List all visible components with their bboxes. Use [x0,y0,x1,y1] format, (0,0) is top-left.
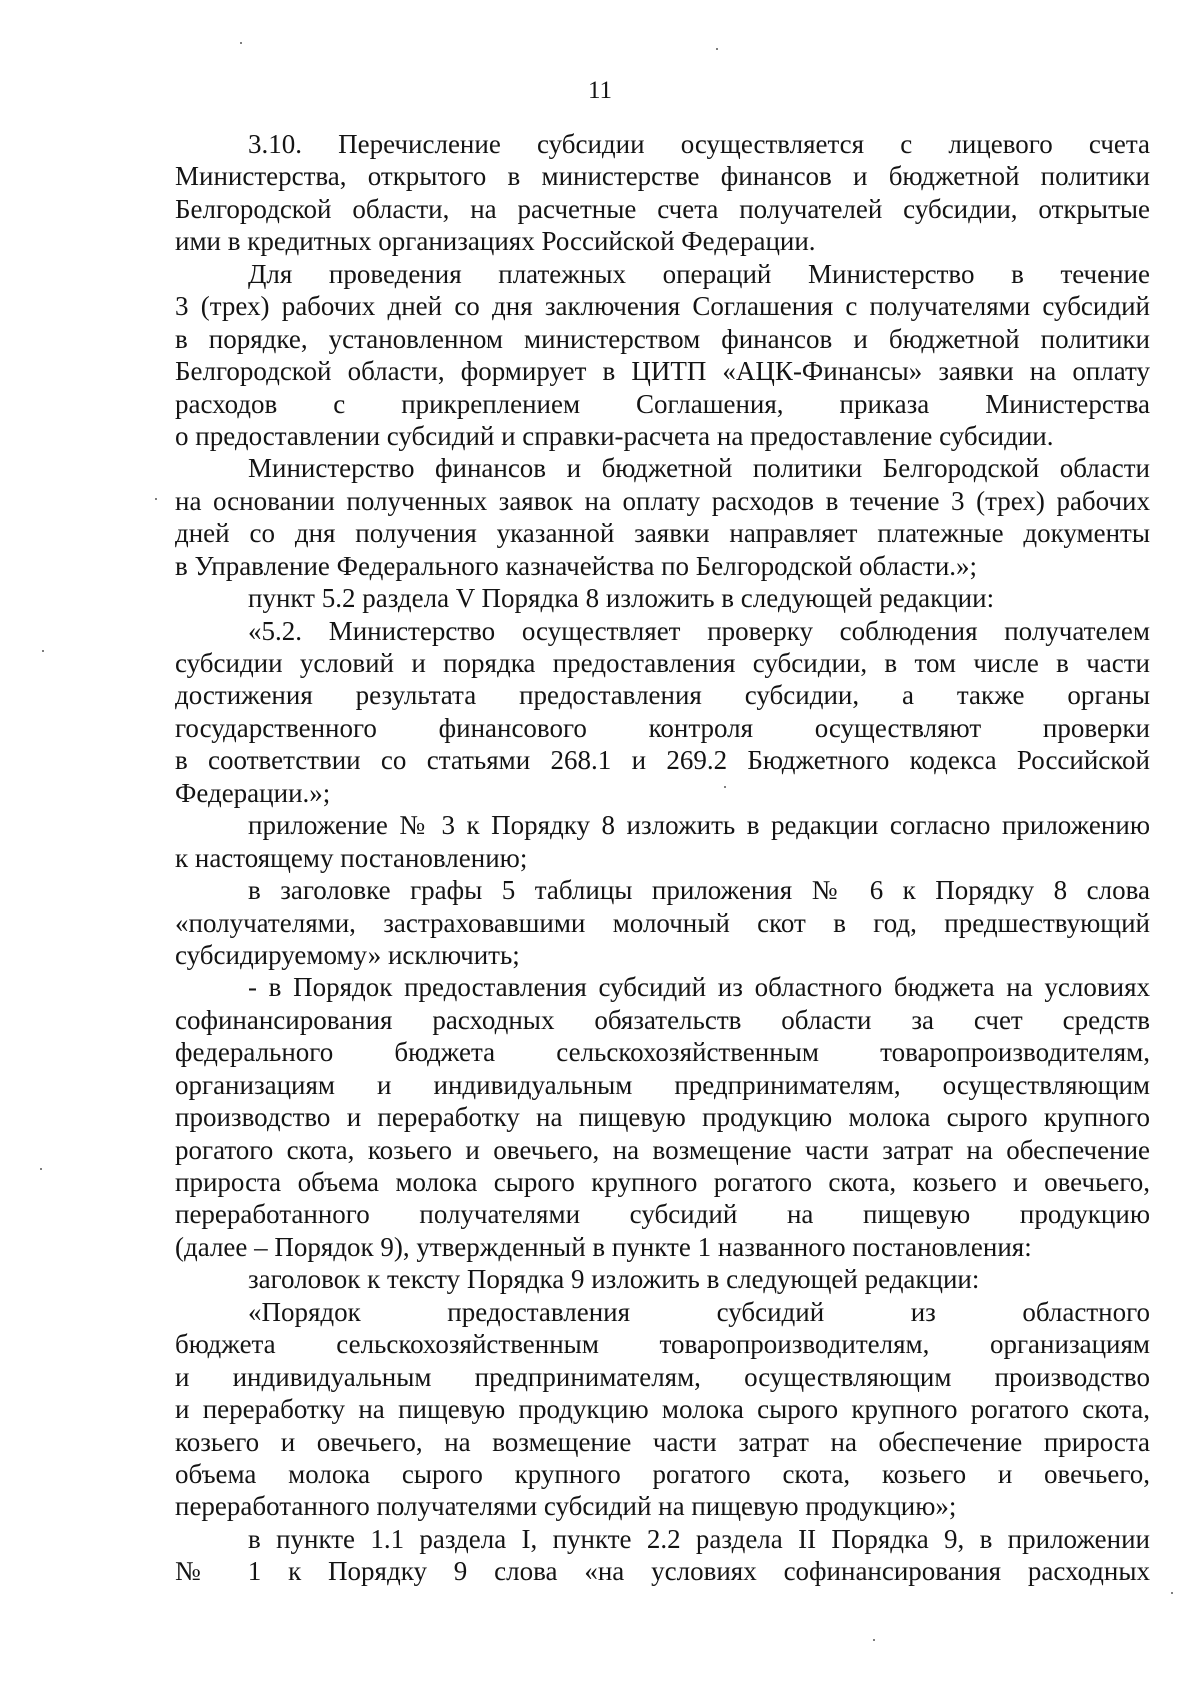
text-line: (далее – Порядок 9), утвержденный в пункте 1 названного постановления: [175,1231,1032,1262]
text-line: расходов с прикреплением Соглашения, приказа Министерства [175,388,1150,419]
scan-speck [240,42,242,44]
text-line: субсидируемому» исключить; [175,939,520,970]
text-line: Министерство финансов и бюджетной политики Белгородской области [248,453,1150,484]
scan-speck [873,1639,875,1641]
text-line: 3 (трех) рабочих дней со дня заключения Соглашения с получателями субсидий [175,291,1150,322]
text-line: Федерации.»; [175,777,331,808]
text-line: дней со дня получения указанной заявки направляет платежные документы [175,518,1150,549]
text-line: «получателями, застраховавшими молочный скот в год, предшествующий [175,907,1150,938]
text-line: «5.2. Министерство осуществляет проверку соблюдения получателем [248,615,1150,646]
body-text [175,128,1150,1588]
text-line: № 1 к Порядку 9 слова «на условиях софинансирования расходных [175,1556,1150,1587]
text-line: Министерства, открытого в министерстве финансов и бюджетной политики [175,161,1150,192]
text-line: производство и переработку на пищевую продукцию молока сырого крупного [175,1102,1150,1133]
text-line: и переработку на пищевую продукцию молока сырого крупного рогатого скота, [175,1394,1150,1425]
text-line: Белгородской области, формирует в ЦИТП «АЦК-Финансы» заявки на оплату [175,356,1150,387]
text-line: козьего и овечьего, на возмещение части затрат на обеспечение прироста [175,1426,1150,1457]
text-line: прироста объема молока сырого крупного рогатого скота, козьего и овечьего, [175,1167,1150,1197]
text-line: - в Порядок предоставления субсидий из областного бюджета на условиях [248,972,1150,1003]
text-line: достижения результата предоставления субсидии, а также органы [175,680,1150,711]
text-line: переработанного получателями субсидий на пищевую продукцию»; [175,1491,957,1522]
text-line: 3.10. Перечисление субсидии осуществляется с лицевого счета [248,129,1150,159]
scan-speck [724,786,726,788]
text-line: в заголовке графы 5 таблицы приложения № 6 к Порядку 8 слова [248,875,1150,906]
text-line: рогатого скота, козьего и овечьего, на возмещение части затрат на обеспечение [175,1134,1150,1165]
text-line: Белгородской области, на расчетные счета получателей субсидии, открытые [175,193,1150,224]
text-line: софинансирования расходных обязательств области за счет средств [175,1004,1150,1035]
text-line: о предоставлении субсидий и справки-расчета на предоставление субсидии. [175,420,1054,451]
text-line: в порядке, установленном министерством финансов и бюджетной политики [175,323,1150,354]
text-line: федерального бюджета сельскохозяйственным товаропроизводителям, [175,1037,1150,1068]
page-number: 11 [587,77,613,104]
text-line: Для проведения платежных операций Министерство в течение [248,258,1150,289]
text-line: пункт 5.2 раздела V Порядка 8 изложить в следующей редакции: [248,583,995,614]
text-line: бюджета сельскохозяйственным товаропроизводителям, организациям [175,1329,1150,1360]
scan-speck [716,48,718,50]
text-line: в пункте 1.1 раздела I, пункте 2.2 раздела II Порядка 9, в приложении [248,1523,1150,1554]
text-line: в соответствии со статьями 268.1 и 269.2 Бюджетного кодекса Российской [175,745,1150,776]
text-line: к настоящему постановлению; [175,842,528,873]
text-line: ими в кредитных организациях Российской Федерации. [175,226,816,257]
text-line: приложение № 3 к Порядку 8 изложить в редакции согласно приложению [248,810,1150,841]
text-line: и индивидуальным предпринимателям, осуществляющим производство [175,1361,1150,1392]
scan-speck [40,1168,42,1170]
scan-speck [42,650,44,652]
text-line: заголовок к тексту Порядка 9 изложить в следующей редакции: [248,1264,980,1295]
text-line: организациям и индивидуальным предпринимателям, осуществляющим [175,1069,1150,1100]
text-line: субсидии условий и порядка предоставления субсидии, в том числе в части [175,648,1150,678]
text-line: на основании полученных заявок на оплату расходов в течение 3 (трех) рабочих [175,485,1150,516]
text-line: переработанного получателями субсидий на пищевую продукцию [175,1199,1150,1230]
scan-speck [1171,1592,1173,1594]
scan-speck [155,498,157,500]
text-line: в Управление Федерального казначейства по Белгородской области.»; [175,550,978,581]
text-line: государственного финансового контроля осуществляют проверки [175,712,1150,743]
text-line: «Порядок предоставления субсидий из областного [248,1296,1150,1327]
text-line: объема молока сырого крупного рогатого скота, козьего и овечьего, [175,1458,1150,1489]
